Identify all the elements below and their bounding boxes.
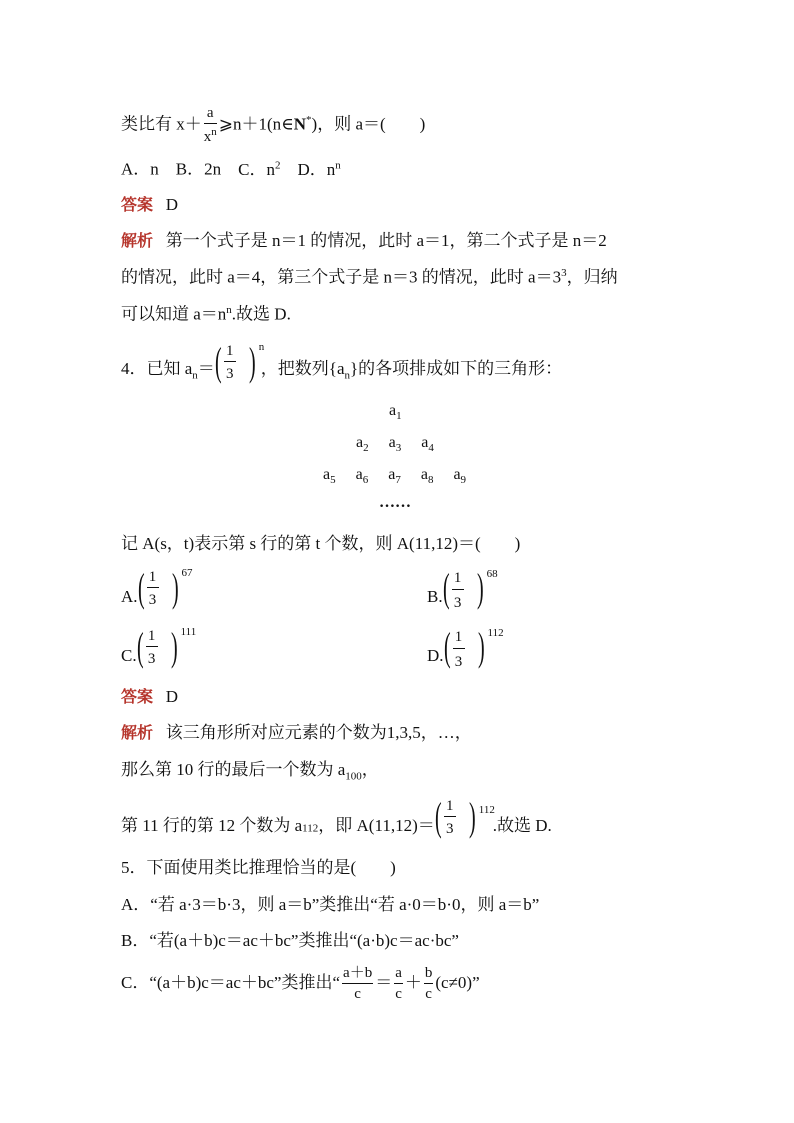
frac <box>452 570 464 612</box>
analysis-text: 的情况，此时 a＝4，第三个式子是 n＝3 的情况，此时 a＝3 <box>121 267 562 287</box>
analysis-text: .故选 D. <box>492 815 552 835</box>
frac-num: a <box>394 966 403 984</box>
option-c-label: C. <box>121 645 137 665</box>
frac-den-exp: n <box>211 126 217 138</box>
frac-den: 3 <box>453 595 462 611</box>
term: a <box>421 434 429 451</box>
analysis-sub: 112 <box>302 822 319 835</box>
right-paren: ) <box>170 624 178 669</box>
frac-numerator: a <box>204 106 217 124</box>
answer-label: 答案 <box>121 195 154 214</box>
frac-num: 1 <box>452 570 464 590</box>
frac-den: 3 <box>445 821 454 837</box>
q3-options <box>121 160 341 178</box>
frac-den: c <box>425 986 432 1002</box>
option-b-fraction <box>442 565 498 620</box>
term: a <box>323 466 331 483</box>
term-index: 7 <box>395 474 401 487</box>
exponent: 67 <box>181 567 193 579</box>
frac-den: c <box>395 986 402 1002</box>
q4-sub: n <box>192 369 198 382</box>
right-paren: ) <box>248 339 256 384</box>
frac <box>444 799 456 837</box>
frac <box>453 629 465 671</box>
frac-den-base: x <box>203 129 212 145</box>
term: a <box>388 434 396 451</box>
q4-analysis-line1 <box>121 724 472 741</box>
frac-den: 3 <box>148 592 157 608</box>
paren-fraction <box>214 339 265 394</box>
right-paren: ) <box>468 794 476 839</box>
q3-answer <box>121 196 178 213</box>
answer-value: D <box>165 687 179 706</box>
frac <box>224 344 236 382</box>
q4-question: 记 A(s，t)表示第 s 行的第 t 个数，则 A(11,12)＝( ) <box>121 534 521 553</box>
frac <box>146 629 158 667</box>
term-index: 9 <box>460 474 467 487</box>
q3-analysis-line2 <box>121 268 618 286</box>
q3-analysis-line3 <box>121 305 291 323</box>
q5-option-b: B．“若(a＋b)c＝ac＋bc”类推出“(a·b)c＝ac·bc” <box>121 931 459 950</box>
triangle-row-2 <box>356 434 434 454</box>
term-index: 6 <box>362 474 369 487</box>
term: a <box>420 466 428 483</box>
analysis-text: ， <box>361 760 379 779</box>
exponent: 111 <box>180 626 197 638</box>
triangle-row-3 <box>323 466 466 486</box>
q4-option-d <box>427 624 504 679</box>
frac-num: 1 <box>453 629 465 649</box>
answer-value: D <box>165 195 179 214</box>
q4-sub: n <box>344 369 351 382</box>
q4-stem <box>121 339 563 394</box>
analysis-text: 可以知道 a＝n <box>121 304 227 324</box>
term: a <box>388 466 396 483</box>
q4-eq: ＝ <box>197 359 215 378</box>
option-c-fraction <box>136 624 197 679</box>
answer-label: 答案 <box>121 687 154 706</box>
option-a-label: A. <box>121 586 138 606</box>
frac-den: 3 <box>147 651 156 667</box>
q5-option-a: A．“若 a·3＝b·3，则 a＝b”类推出“若 a·0＝b·0，则 a＝b” <box>121 895 540 914</box>
fraction-a-over-c <box>394 966 403 1002</box>
option-a-fraction <box>137 565 193 620</box>
left-paren: ( <box>137 565 145 610</box>
q3-prefix: 类比有 x＋ <box>121 114 202 134</box>
fraction-sum-over-c <box>342 966 373 1002</box>
frac-den: 3 <box>454 654 463 670</box>
q3-option-d-sup: n <box>335 159 341 171</box>
triangle-row-1 <box>389 402 402 422</box>
q5-title: 5．下面使用类比推理恰当的是( ) <box>121 858 396 877</box>
analysis-text: ，归纳 <box>566 267 618 287</box>
ellipsis: …… <box>379 494 411 511</box>
analysis-text: .故选 D. <box>231 304 291 324</box>
q3-option-c-text: C．n <box>238 159 275 179</box>
q3-option-a: A．n <box>121 159 159 179</box>
frac-den: 3 <box>226 366 234 382</box>
analysis-sub: 100 <box>345 770 362 783</box>
q4-option-row-2 <box>121 624 197 679</box>
term: a <box>355 466 363 483</box>
q4-analysis-line2 <box>121 761 379 782</box>
fraction-a-over-xn <box>204 106 217 145</box>
frac-num: a＋b <box>342 966 373 984</box>
q4-suffix: ，把数列{a <box>260 359 345 378</box>
q3-suffix: )，则 a＝( ) <box>311 114 426 134</box>
term: a <box>389 402 397 419</box>
right-paren: ) <box>476 565 484 610</box>
analysis-text: 第 11 行的第 12 个数为 a <box>121 815 303 835</box>
term-index: 4 <box>428 442 434 455</box>
frac-num: 1 <box>147 570 159 588</box>
q3-option-c <box>238 160 280 179</box>
q5-option-c <box>121 966 480 1002</box>
analysis-text: ，即 A(11,12)＝ <box>318 815 435 835</box>
left-paren: ( <box>434 794 442 839</box>
set-symbol: N <box>293 114 307 134</box>
q3-option-b: B．2n <box>175 159 222 179</box>
q5-c-prefix: C．“(a＋b)c＝ac＋bc”类推出“ <box>121 972 341 992</box>
right-paren: ) <box>477 624 485 669</box>
option-b-label: B. <box>427 586 443 606</box>
q4-prefix: 4．已知 a <box>121 359 193 378</box>
frac <box>147 570 159 608</box>
term-index: 8 <box>427 474 434 487</box>
term-index: 3 <box>395 442 402 455</box>
plus: ＋ <box>404 972 422 992</box>
frac-num: 1 <box>224 344 236 362</box>
q4-analysis-line3 <box>121 794 552 849</box>
term-index: 5 <box>330 474 336 487</box>
q4-option-b <box>427 565 498 620</box>
analysis-label: 解析 <box>121 231 154 250</box>
frac-num: 1 <box>444 799 456 817</box>
left-paren: ( <box>443 624 451 669</box>
term: a <box>356 434 364 451</box>
term: a <box>453 466 461 483</box>
analysis-text: 该三角形所对应元素的个数为1,3,5，…， <box>165 723 472 742</box>
analysis-text: 那么第 10 行的最后一个数为 a <box>121 760 346 779</box>
q4-option-row-1 <box>121 565 193 620</box>
q4-suffix: }的各项排成如下的三角形： <box>350 359 563 378</box>
left-paren: ( <box>136 624 144 669</box>
q3-option-d <box>297 160 340 179</box>
option-d-fraction <box>443 624 504 679</box>
left-paren: ( <box>442 565 450 610</box>
analysis-fraction <box>434 794 495 849</box>
analysis-text: 第一个式子是 n＝1 的情况，此时 a＝1，第二个式子是 n＝2 <box>165 231 607 250</box>
q3-option-d-text: D．n <box>297 159 336 179</box>
set-sup: * <box>306 113 312 126</box>
term-index: 2 <box>363 442 369 455</box>
exponent: n <box>258 341 265 353</box>
q4-answer <box>121 688 178 705</box>
fraction-b-over-c <box>424 966 434 1002</box>
right-paren: ) <box>171 565 179 610</box>
frac-denominator <box>204 124 217 145</box>
exponent: 68 <box>486 568 498 580</box>
term-index: 1 <box>396 410 402 423</box>
analysis-sup: n <box>226 304 232 316</box>
exponent: 112 <box>487 627 504 639</box>
q5-c-suffix: (c≠0)” <box>435 972 480 992</box>
frac-num: b <box>424 966 434 984</box>
q3-analysis-line1 <box>121 232 607 249</box>
left-paren: ( <box>214 339 222 384</box>
equals: ＝ <box>375 972 393 992</box>
exponent: 112 <box>478 804 495 816</box>
analysis-label: 解析 <box>121 723 154 742</box>
frac-den: c <box>354 986 361 1002</box>
q3-option-c-sup: 2 <box>274 159 281 171</box>
q3-stem-line <box>121 106 425 145</box>
frac-num: 1 <box>146 629 158 647</box>
q3-mid: ⩾n＋1(n∈ <box>218 114 294 134</box>
option-d-label: D. <box>427 645 444 665</box>
analysis-sup: 3 <box>561 267 567 279</box>
